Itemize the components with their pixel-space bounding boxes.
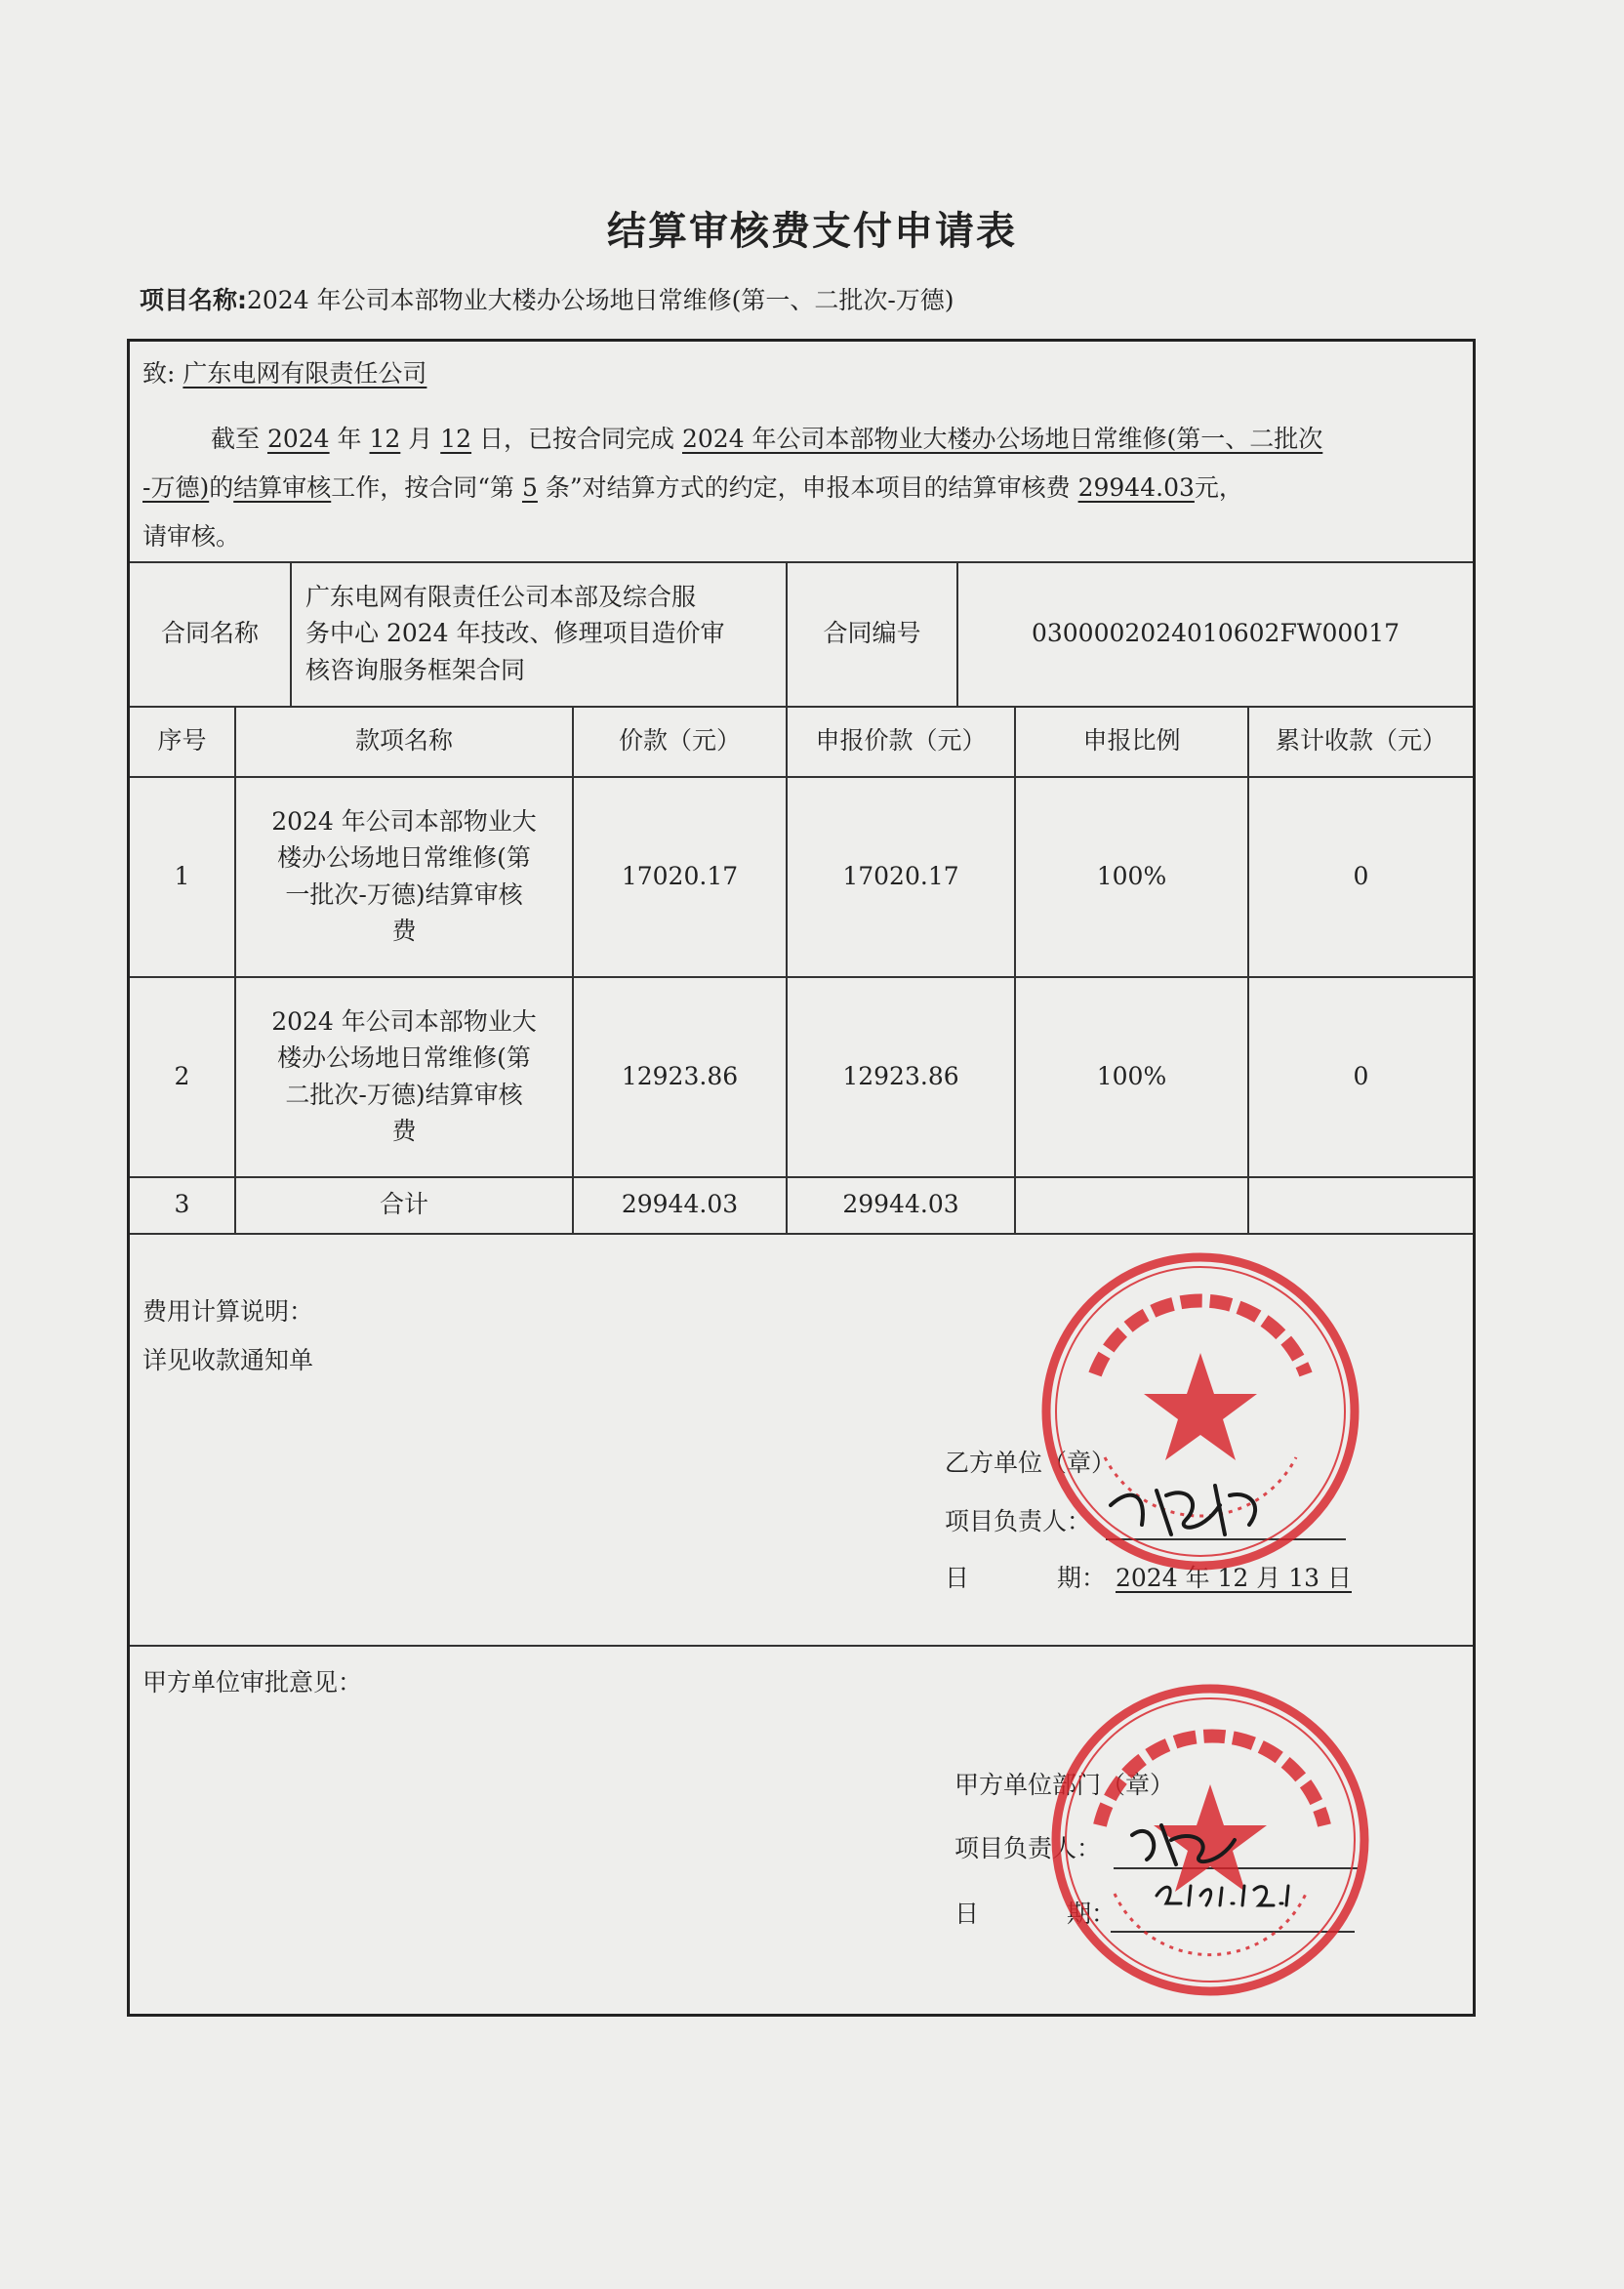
table-row-no: 1 [174, 861, 190, 890]
row-name-line: 楼办公场地日常维修(第 [277, 1043, 531, 1072]
notes-text: 详见收款通知单 [142, 1346, 314, 1374]
table-row-ratio: 100% [1096, 861, 1167, 890]
table-row-ratio: 100% [1096, 1061, 1167, 1090]
table-row-name [236, 976, 572, 1176]
party-a-handwritten-date-icon [1152, 1866, 1298, 1915]
stmt-fee: 29944.03 [1077, 473, 1195, 502]
header-name: 款项名称 [354, 726, 453, 756]
project-line [140, 281, 954, 316]
total-row-cumulative [1249, 1176, 1473, 1233]
total-row-declared: 29944.03 [842, 1190, 959, 1219]
table-row-price: 17020.17 [621, 861, 739, 890]
row-name-line: 费 [391, 917, 417, 945]
party-a-signature-icon [1122, 1806, 1259, 1874]
header-declared: 申报价款（元） [815, 726, 987, 756]
row-name-line: 一批次-万德)结算审核 [285, 879, 523, 909]
statement-line-2 [142, 464, 1470, 512]
party-b-signature-icon [1103, 1466, 1279, 1544]
stmt-p4: 元， [1194, 473, 1243, 502]
notes-label: 费用计算说明： [142, 1297, 314, 1326]
stmt-de: 的 [209, 473, 234, 502]
statement-line-3: 请审核。 [142, 522, 241, 551]
stmt-m: 月 [408, 425, 433, 453]
party-a-date-label-a: 日 [954, 1900, 980, 1928]
total-row-no: 3 [174, 1190, 190, 1219]
party-b-unit-label: 乙方单位（章） [945, 1449, 1116, 1477]
stmt-year: 2024 [266, 425, 330, 453]
header-price: 价款（元） [618, 726, 741, 756]
table-row-name [236, 776, 572, 976]
total-row-price: 29944.03 [621, 1190, 739, 1219]
party-a-manager-label: 项目负责人： [954, 1834, 1102, 1862]
stmt-p2: 工作，按合同“第 [331, 473, 515, 502]
stmt-y: 年 [337, 425, 362, 453]
contract-name-line: 广东电网有限责任公司本部及综合服 [305, 582, 697, 611]
party-a-unit-label: 甲方单位部门（章） [954, 1771, 1175, 1799]
header-cumulative: 累计收款（元） [1275, 726, 1446, 756]
table-row-no: 2 [174, 1061, 190, 1090]
stmt-project-b: -万德) [142, 473, 210, 502]
recipient-name: 广东电网有限责任公司 [183, 359, 427, 388]
row-name-line: 2024 年公司本部物业大 [271, 806, 537, 836]
table-row-cumulative: 0 [1353, 1061, 1369, 1090]
total-row-ratio [1016, 1176, 1247, 1233]
stmt-d: 日，已按合同完成 [479, 425, 675, 453]
row-name-line: 二批次-万德)结算审核 [285, 1080, 523, 1109]
stmt-day: 12 [440, 425, 472, 453]
party-a-opinion-label: 甲方单位审批意见： [142, 1668, 363, 1696]
party-b-date-label-a: 日 [945, 1564, 970, 1592]
project-label: 项目名称: [140, 286, 247, 314]
row-name-line: 楼办公场地日常维修(第 [277, 843, 531, 872]
table-row-cumulative: 0 [1353, 861, 1369, 890]
row-name-line: 费 [391, 1117, 417, 1145]
row-name-line: 2024 年公司本部物业大 [271, 1006, 537, 1036]
page-title: 结算审核费支付申请表 [607, 209, 1017, 254]
party-b-date: 2024 年 12 月 13 日 [1116, 1564, 1352, 1592]
recipient-prefix: 致: [142, 359, 176, 388]
table-row-declared: 12923.86 [842, 1061, 959, 1090]
stmt-month: 12 [369, 425, 401, 453]
contract-name-line: 核咨询服务框架合同 [305, 655, 526, 684]
stmt-p3: 条”对结算方式的约定，申报本项目的结算审核费 [545, 473, 1071, 502]
party-a-date-label-b: 期： [1067, 1900, 1116, 1928]
stmt-work: 结算审核 [233, 473, 332, 502]
contract-name [292, 561, 786, 706]
table-row-price: 12923.86 [621, 1061, 739, 1090]
stmt-clause: 5 [521, 473, 538, 502]
table-row-declared: 17020.17 [842, 861, 959, 890]
header-no: 序号 [157, 726, 207, 756]
stmt-p1: 截至 [211, 425, 261, 453]
contract-no-label: 合同编号 [823, 619, 921, 648]
contract-name-label: 合同名称 [160, 619, 259, 648]
contract-no: 0300002024010602FW00017 [1031, 619, 1401, 648]
contract-name-line: 务中心 2024 年技改、修理项目造价审 [305, 619, 725, 648]
header-ratio: 申报比例 [1082, 726, 1181, 756]
recipient-line [142, 355, 426, 392]
total-row-name: 合计 [379, 1190, 428, 1219]
stmt-project-a: 2024 年公司本部物业大楼办公场地日常维修(第一、二批次 [681, 425, 1323, 453]
party-b-date-label-b: 期： [1057, 1564, 1107, 1592]
project-name: 2024 年公司本部物业大楼办公场地日常维修(第一、二批次-万德) [247, 286, 954, 314]
statement-line-1 [142, 415, 1470, 464]
party-b-manager-label: 项目负责人： [945, 1507, 1092, 1535]
